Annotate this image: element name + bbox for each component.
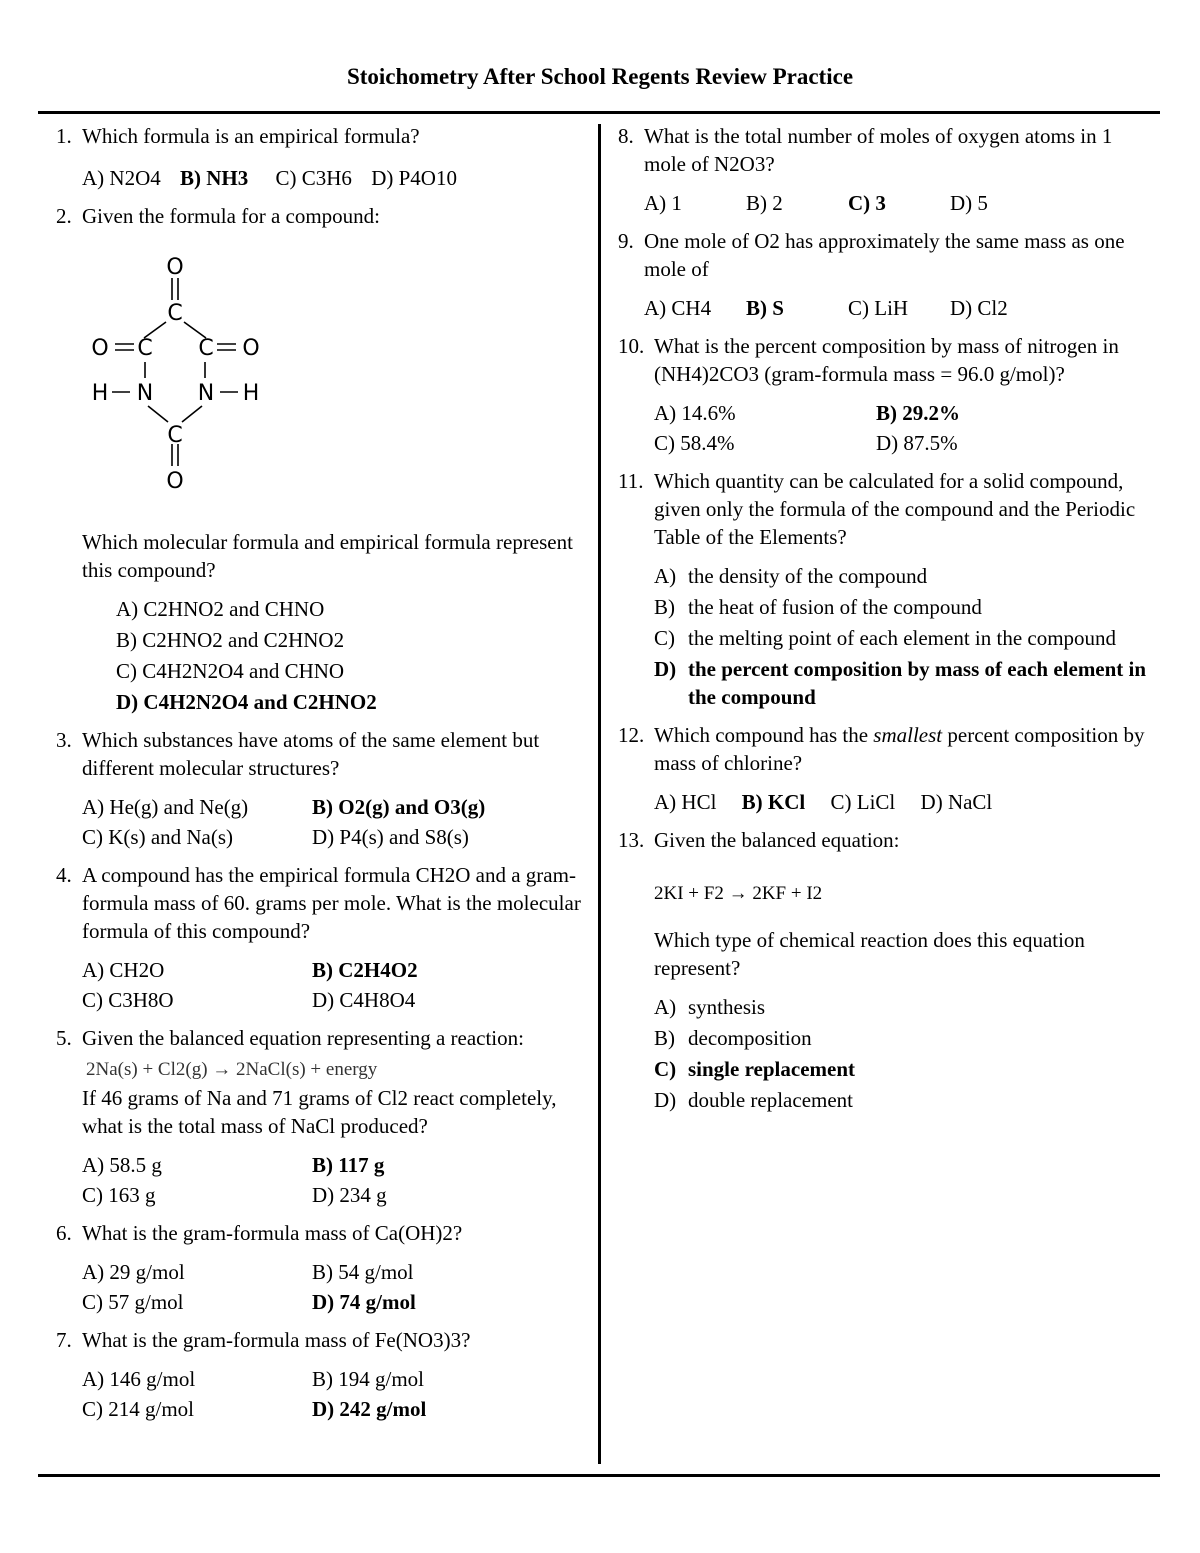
page-title: Stoichometry After School Regents Review Practice	[346, 64, 854, 89]
question-3	[56, 726, 596, 851]
question-11	[618, 467, 1158, 711]
option-text: synthesis	[688, 995, 766, 1019]
option-letter: A)	[654, 564, 677, 588]
option-letter: A)	[654, 995, 677, 1019]
question-stem: What is the total number of moles of oxygen atoms in 1 mole of N2O3?	[644, 124, 1113, 176]
option-b: B) 29.2%	[876, 401, 960, 425]
option-a	[654, 562, 1158, 590]
structural-formula-diagram	[84, 252, 284, 502]
answer-options	[82, 1365, 596, 1423]
option-text: the percent composition by mass of each element in the compound	[688, 657, 1147, 709]
option-b: B) C2H4O2	[312, 958, 418, 982]
stem-text: Which compound has the	[654, 723, 869, 747]
option-c: C) 3	[848, 191, 886, 215]
stem-emphasis: smallest	[873, 723, 943, 747]
option-c: C) K(s) and Na(s)	[82, 825, 234, 849]
option-b: B) O2(g) and O3(g)	[312, 795, 486, 819]
answer-options	[82, 1258, 596, 1316]
question-12	[618, 721, 1158, 816]
option-d: D) 5	[950, 191, 988, 215]
question-1	[56, 122, 596, 192]
option-text: the melting point of each element in the compound	[688, 626, 1117, 650]
option-text: the density of the compound	[688, 564, 928, 588]
answer-options	[654, 399, 1158, 457]
option-d	[654, 655, 1158, 711]
question-stem: Which quantity can be calculated for a solid compound, given only the formula of the compound and the Periodic Table of the Elements?	[654, 469, 1136, 549]
question-stem-followup: If 46 grams of Na and 71 grams of Cl2 react completely, what is the total mass of NaCl produced?	[82, 1086, 557, 1138]
question-number: 3.	[56, 728, 72, 752]
question-stem: Given the balanced equation:	[654, 828, 900, 852]
option-d: D) 74 g/mol	[312, 1290, 416, 1314]
option-d: D) Cl2	[950, 296, 1008, 320]
question-stem: What is the gram-formula mass of Fe(NO3)3?	[82, 1328, 471, 1352]
question-number: 5.	[56, 1026, 72, 1050]
question-8	[618, 122, 1158, 217]
option-text: decomposition	[688, 1026, 812, 1050]
answer-options	[654, 788, 1158, 816]
question-13	[618, 826, 1158, 1114]
question-number: 12.	[618, 723, 645, 747]
option-text: the heat of fusion of the compound	[688, 595, 982, 619]
option-a: A) 1	[644, 191, 682, 215]
option-b	[654, 1024, 1158, 1052]
bottom-divider	[38, 1474, 1160, 1477]
question-number: 7.	[56, 1328, 72, 1352]
question-number: 9.	[618, 229, 634, 253]
question-stem: A compound has the empirical formula CH2O and a gram-formula mass of 60. grams per mole. What is the molecular formula of this compound?	[82, 863, 581, 943]
option-d: D) P4O10	[371, 166, 457, 190]
answer-options	[82, 595, 596, 716]
option-a: A) N2O4	[82, 166, 161, 190]
atom-label: C	[167, 301, 183, 326]
reaction-equation: 2KI + F2 → 2KF + I2	[654, 883, 823, 904]
left-column	[56, 122, 596, 1423]
reaction-equation: 2Na(s) + Cl2(g) → 2NaCl(s) + energy	[86, 1059, 378, 1080]
option-c: C) 57 g/mol	[82, 1290, 184, 1314]
question-9	[618, 227, 1158, 322]
answer-options	[644, 294, 1158, 322]
option-b: B) KCl	[741, 790, 806, 814]
question-number: 1.	[56, 124, 72, 148]
option-a: A) 29 g/mol	[82, 1260, 185, 1284]
answer-options	[82, 793, 596, 851]
question-stem: One mole of O2 has approximately the same mass as one mole of	[644, 229, 1125, 281]
question-stem: Given the balanced equation representing a reaction:	[82, 1026, 524, 1050]
option-letter: D)	[654, 657, 677, 681]
question-6	[56, 1219, 596, 1316]
question-7	[56, 1326, 596, 1423]
question-stem: What is the gram-formula mass of Ca(OH)2?	[82, 1221, 463, 1245]
question-number: 11.	[618, 469, 644, 493]
option-d: D) 234 g	[312, 1183, 387, 1207]
column-divider	[598, 124, 601, 1464]
question-number: 6.	[56, 1221, 72, 1245]
option-d: D) P4(s) and S8(s)	[312, 825, 469, 849]
answer-options	[82, 956, 596, 1014]
atom-label: H	[242, 381, 260, 406]
question-number: 8.	[618, 124, 634, 148]
option-letter: C)	[654, 626, 675, 650]
atom-label: O	[91, 336, 109, 361]
option-d: D) C4H8O4	[312, 988, 416, 1012]
option-b: B) NH3	[180, 166, 249, 190]
option-d: D) C4H2N2O4 and C2HNO2	[116, 690, 377, 714]
atom-label: H	[91, 381, 109, 406]
option-letter: B)	[654, 1026, 675, 1050]
option-c: C) 214 g/mol	[82, 1397, 195, 1421]
question-number: 10.	[618, 334, 645, 358]
option-a: A) HCl	[654, 790, 717, 814]
question-4	[56, 861, 596, 1014]
question-number: 2.	[56, 204, 72, 228]
question-stem: Which substances have atoms of the same element but different molecular structures?	[82, 728, 540, 780]
option-d: D) 87.5%	[876, 431, 958, 455]
option-c: C) LiH	[848, 296, 909, 320]
atom-label: C	[198, 336, 214, 361]
option-c: C) C3H8O	[82, 988, 174, 1012]
top-divider	[38, 111, 1160, 114]
option-a: A) He(g) and Ne(g)	[82, 795, 249, 819]
answer-options	[644, 189, 1158, 217]
question-stem-followup: Which type of chemical reaction does this equation represent?	[654, 928, 1085, 980]
option-a: A) 146 g/mol	[82, 1367, 196, 1391]
stem-text: percent composition by mass of chlorine?	[654, 723, 1145, 775]
atom-label: O	[242, 336, 260, 361]
question-stem: Which formula is an empirical formula?	[82, 124, 420, 148]
option-d	[654, 1086, 1158, 1114]
atom-label: O	[166, 469, 184, 494]
option-c: C) LiCl	[830, 790, 896, 814]
question-2	[56, 202, 596, 716]
answer-options	[82, 1151, 596, 1209]
question-stem: What is the percent composition by mass of nitrogen in (NH4)2CO3 (gram-formula mass = 96.0 g/mol)?	[654, 334, 1119, 386]
atom-label: N	[197, 381, 215, 406]
option-c	[654, 1055, 1158, 1083]
question-number: 4.	[56, 863, 72, 887]
answer-options	[82, 164, 596, 192]
option-c: C) C4H2N2O4 and CHNO	[116, 659, 345, 683]
option-a: A) C2HNO2 and CHNO	[116, 597, 325, 621]
answer-options	[654, 993, 1158, 1114]
atom-label: C	[167, 423, 183, 448]
atom-label: N	[136, 381, 154, 406]
option-b: B) 54 g/mol	[312, 1260, 414, 1284]
option-text: double replacement	[688, 1088, 854, 1112]
option-a	[654, 993, 1158, 1021]
option-c: C) 58.4%	[654, 431, 735, 455]
option-c: C) C3H6	[275, 166, 352, 190]
right-column	[618, 122, 1158, 1114]
option-d: D) 242 g/mol	[312, 1397, 427, 1421]
question-10	[618, 332, 1158, 457]
option-text: single replacement	[688, 1057, 855, 1081]
option-b: B) C2HNO2 and C2HNO2	[116, 628, 345, 652]
option-b: B) 194 g/mol	[312, 1367, 425, 1391]
option-a: A) CH2O	[82, 958, 165, 982]
option-a: A) 58.5 g	[82, 1153, 162, 1177]
option-a: A) 14.6%	[654, 401, 736, 425]
question-stem: Given the formula for a compound:	[82, 204, 380, 228]
option-letter: C)	[654, 1057, 677, 1081]
question-number: 13.	[618, 828, 645, 852]
option-letter: B)	[654, 595, 675, 619]
option-b	[654, 593, 1158, 621]
question-stem-followup: Which molecular formula and empirical formula represent this compound?	[82, 530, 573, 582]
option-c	[654, 624, 1158, 652]
option-letter: D)	[654, 1088, 677, 1112]
option-b: B) 117 g	[312, 1153, 385, 1177]
option-b: B) S	[746, 296, 784, 320]
answer-options	[654, 562, 1158, 711]
atom-label: C	[137, 336, 153, 361]
question-stem	[654, 721, 1158, 777]
question-5	[56, 1024, 596, 1209]
option-a: A) CH4	[644, 296, 712, 320]
option-c: C) 163 g	[82, 1183, 156, 1207]
option-d: D) NaCl	[920, 790, 993, 814]
option-b: B) 2	[746, 191, 783, 215]
atom-label: O	[166, 255, 184, 280]
